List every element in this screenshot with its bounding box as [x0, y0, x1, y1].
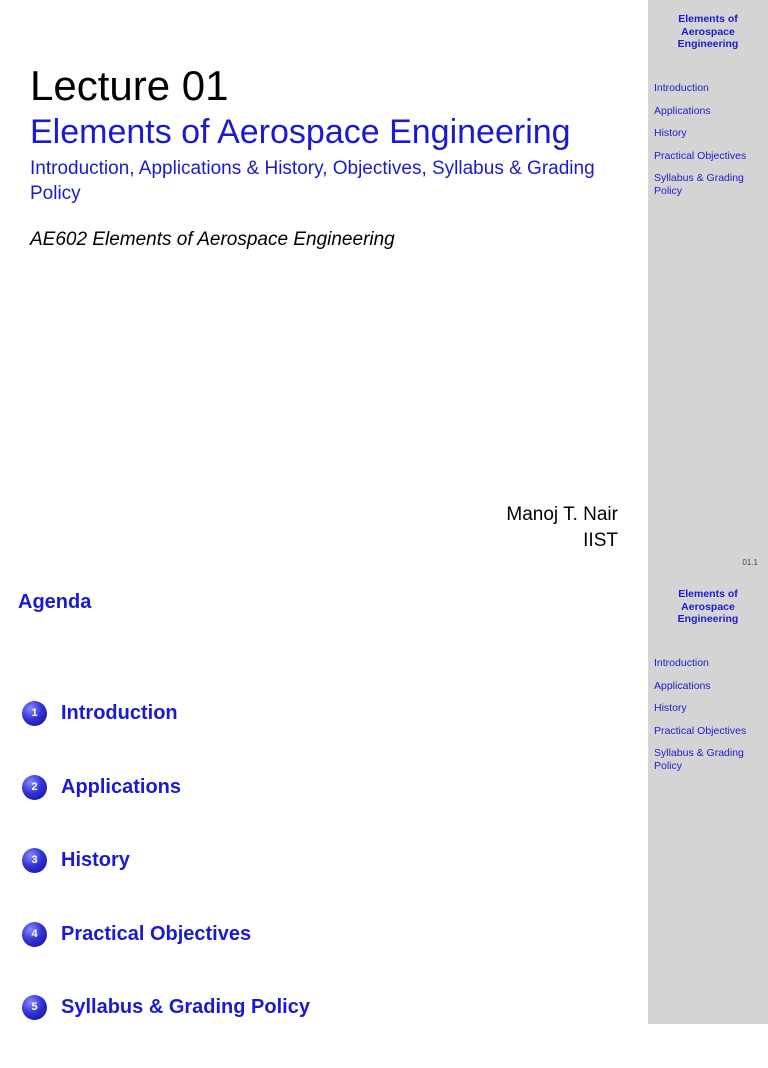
sidebar-title: [648, 13, 768, 51]
sidebar-title-line: Engineering: [677, 613, 739, 625]
sidebar-title-line: Aerospace: [681, 600, 735, 613]
author-block: [506, 502, 618, 554]
agenda-item-label: Syllabus & Grading Policy: [61, 996, 310, 1018]
sidebar-item-syllabus[interactable]: Syllabus & Grading Policy: [654, 172, 744, 197]
sidebar-title-line: Aerospace: [681, 25, 735, 38]
sidebar-item-history[interactable]: History: [654, 702, 687, 714]
agenda-item-label: History: [61, 849, 130, 871]
number-ball-icon: 4: [22, 922, 47, 947]
sidebar-title-line: Elements of: [678, 13, 738, 25]
sidebar-nav: [654, 82, 764, 207]
slide-number: 01.1: [742, 558, 758, 567]
sidebar-item-practical-objectives[interactable]: Practical Objectives: [654, 149, 747, 162]
sidebar-title-line: Engineering: [677, 38, 739, 50]
agenda-item-label: Practical Objectives: [61, 922, 252, 945]
number-ball-icon: 2: [22, 775, 47, 800]
agenda-item-label: Applications: [61, 775, 182, 798]
sidebar-nav: [654, 657, 764, 782]
number-ball-icon: 5: [22, 995, 47, 1020]
agenda-slide: [0, 575, 768, 1024]
sidebar-item-applications[interactable]: Applications: [654, 679, 711, 692]
agenda-item-label: Introduction: [61, 702, 178, 724]
sidebar-title-line: Elements of: [678, 588, 738, 600]
sidebar-title: [648, 588, 768, 626]
sidebar-item-applications[interactable]: Applications: [654, 104, 711, 117]
sidebar-item-history[interactable]: History: [654, 127, 687, 139]
agenda-heading: Agenda: [18, 591, 92, 613]
sidebar-item-syllabus[interactable]: Syllabus & Grading Policy: [654, 747, 744, 772]
author-institute: IIST: [583, 530, 618, 551]
sidebar-slide1: [648, 0, 768, 575]
presentation-title: Elements of Aerospace Engineering: [30, 113, 571, 151]
course-name: AE602 Elements of Aerospace Engineering: [30, 229, 395, 250]
lecture-number: Lecture 01: [30, 62, 229, 109]
sidebar-item-introduction[interactable]: Introduction: [654, 657, 709, 669]
number-ball-icon: 3: [22, 848, 47, 873]
author-name: Manoj T. Nair: [506, 504, 618, 525]
sidebar-slide2: [648, 575, 768, 1024]
presentation-subtitle: Introduction, Applications & History, Objectives, Syllabus & Grading Policy: [30, 158, 595, 204]
sidebar-item-introduction[interactable]: Introduction: [654, 82, 709, 94]
sidebar-item-practical-objectives[interactable]: Practical Objectives: [654, 724, 747, 737]
number-ball-icon: 1: [22, 701, 47, 726]
